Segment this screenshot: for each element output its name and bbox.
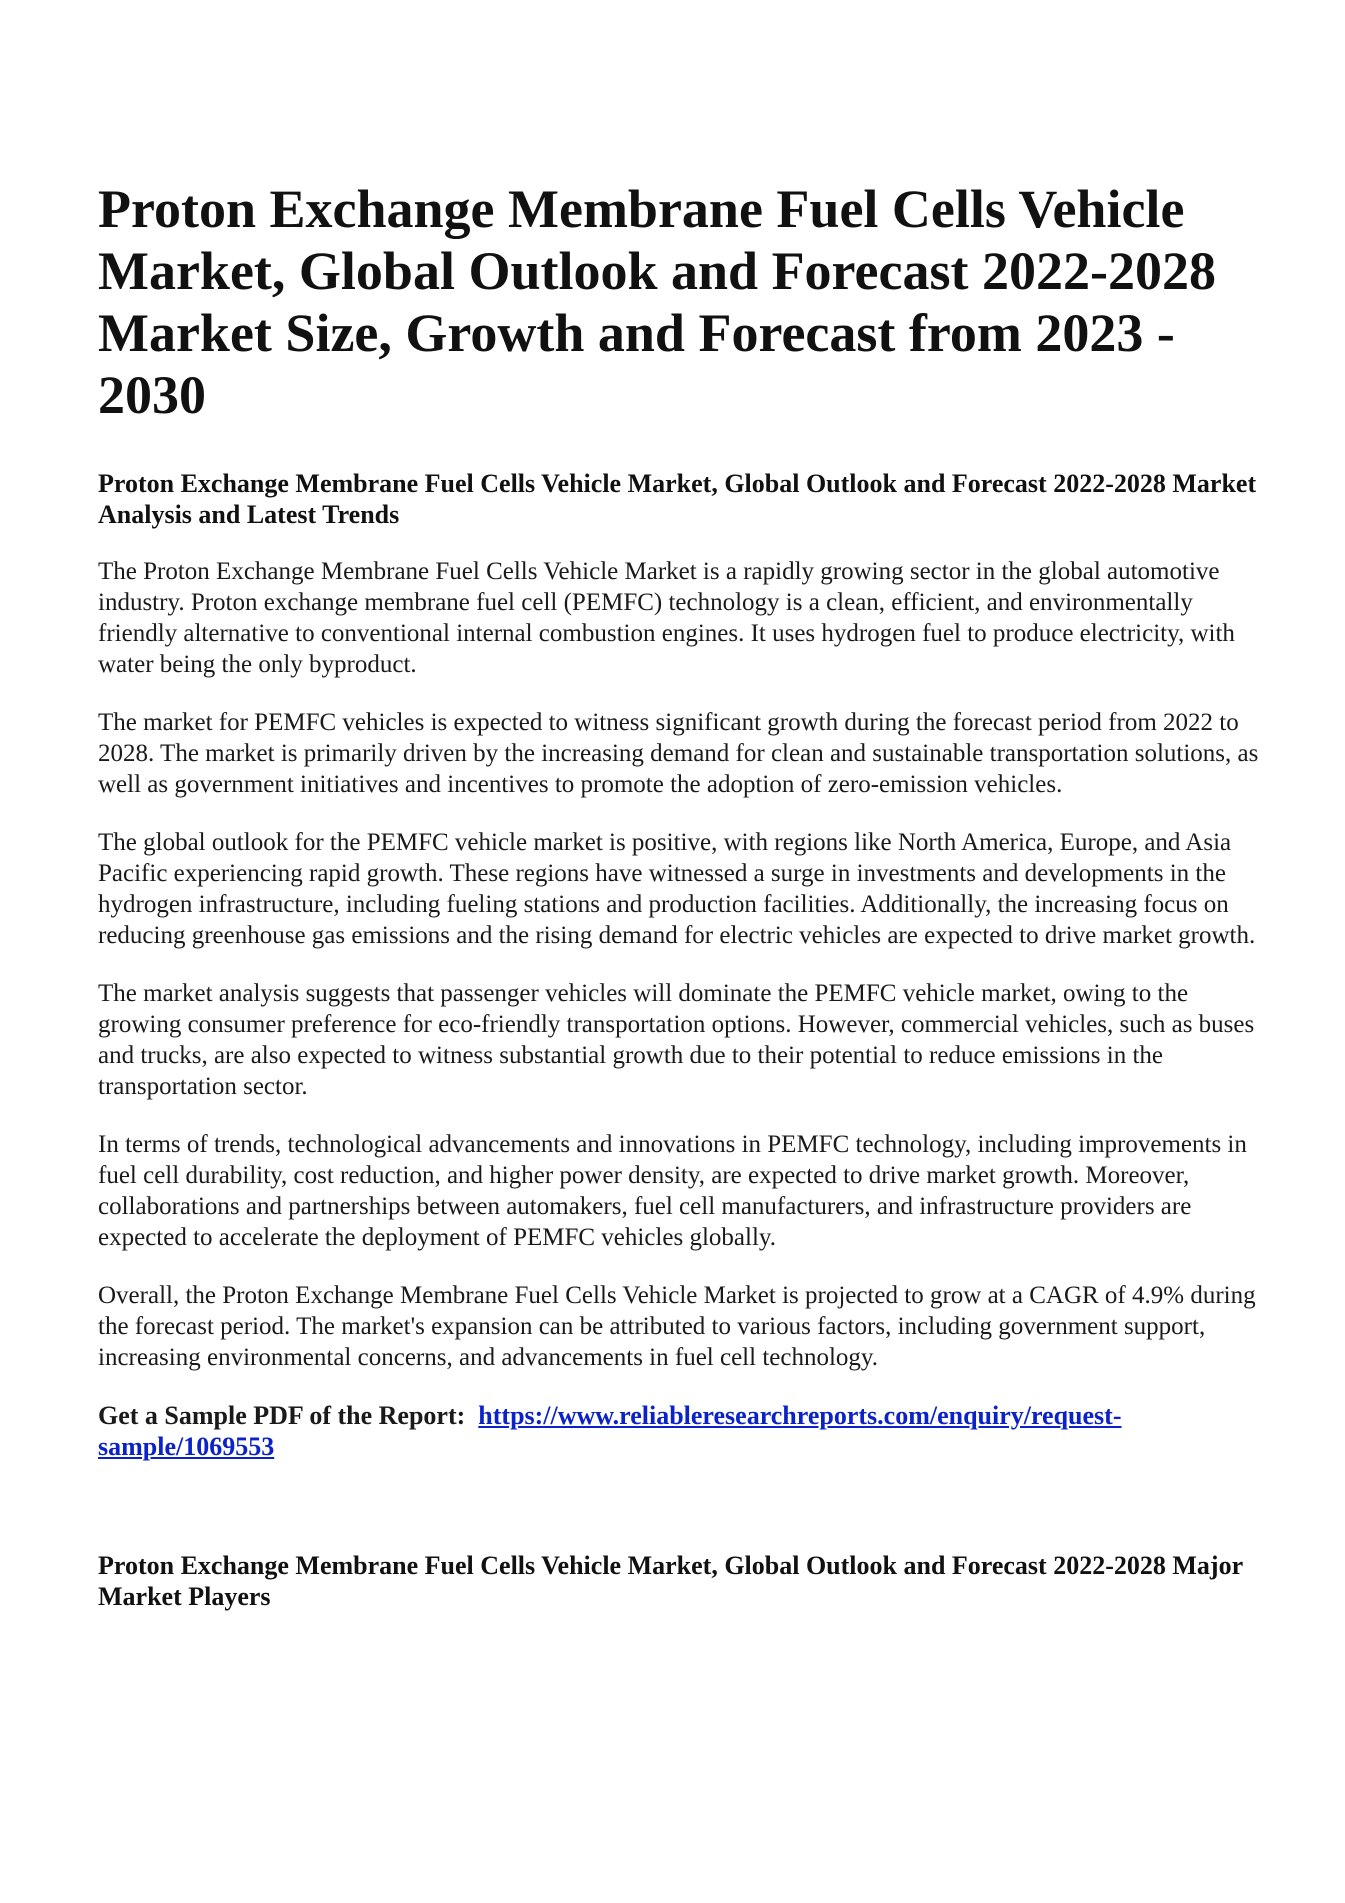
document-page bbox=[98, 178, 1268, 1612]
page-title: Proton Exchange Membrane Fuel Cells Vehicle Market, Global Outlook and Forecast 2022-2028 Market Size, Growth and Forecast from 2023 - 2030 bbox=[98, 179, 1216, 425]
paragraph: Overall, the Proton Exchange Membrane Fuel Cells Vehicle Market is projected to grow at a CAGR of 4.9% during the forecast period. The market's expansion can be attributed to various factors, including government support, increasing environmental concerns, and advancements in fuel cell technology. bbox=[98, 1282, 1256, 1371]
paragraph: The global outlook for the PEMFC vehicle market is positive, with regions like North America, Europe, and Asia Pacific experiencing rapid growth. These regions have witnessed a surge in investments and developments in the hydrogen infrastructure, including fueling stations and production facilities. Additionally, the increasing focus on reducing greenhouse gas emissions and the rising demand for electric vehicles are expected to drive market growth. bbox=[98, 829, 1256, 949]
paragraph: In terms of trends, technological advancements and innovations in PEMFC technology, including improvements in fuel cell durability, cost reduction, and higher power density, are expected to drive market growth. Moreover, collaborations and partnerships between automakers, fuel cell manufacturers, and infrastructure providers are expected to accelerate the deployment of PEMFC vehicles globally. bbox=[98, 1131, 1247, 1251]
sample-pdf-link[interactable]: https://www.reliableresearchreports.com/enquiry/request-sample/1069553 bbox=[98, 1401, 1122, 1461]
paragraph: The Proton Exchange Membrane Fuel Cells Vehicle Market is a rapidly growing sector in the global automotive industry. Proton exchange membrane fuel cell (PEMFC) technology is a clean, efficient, and environmentally friendly alternative to conventional internal combustion engines. It uses hydrogen fuel to produce electricity, with water being the only byproduct. bbox=[98, 558, 1235, 678]
section-heading-analysis: Proton Exchange Membrane Fuel Cells Vehicle Market, Global Outlook and Forecast 2022-2028 Market Analysis and Latest Trends bbox=[98, 469, 1257, 529]
sample-pdf-label: Get a Sample PDF of the Report: bbox=[98, 1401, 466, 1430]
section-heading-players: Proton Exchange Membrane Fuel Cells Vehicle Market, Global Outlook and Forecast 2022-2028 Major Market Players bbox=[98, 1551, 1243, 1611]
paragraph: The market for PEMFC vehicles is expected to witness significant growth during the forecast period from 2022 to 2028. The market is primarily driven by the increasing demand for clean and sustainable transportation solutions, as well as government initiatives and incentives to promote the adoption of zero-emission vehicles. bbox=[98, 709, 1259, 798]
paragraph: The market analysis suggests that passenger vehicles will dominate the PEMFC vehicle market, owing to the growing consumer preference for eco-friendly transportation options. However, commercial vehicles, such as buses and trucks, are also expected to witness substantial growth due to their potential to reduce emissions in the transportation sector. bbox=[98, 980, 1255, 1100]
sample-pdf-line bbox=[98, 1400, 1268, 1462]
